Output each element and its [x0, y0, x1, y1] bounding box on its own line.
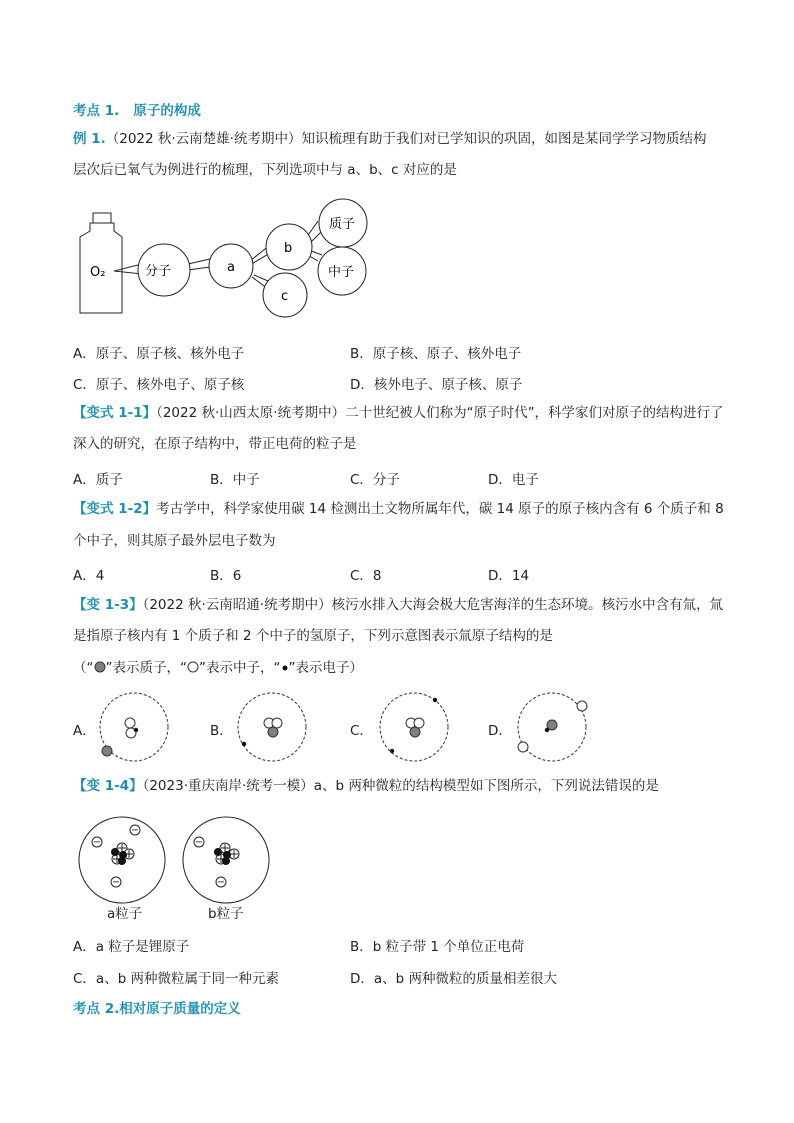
option-b[interactable]: B． — [210, 723, 233, 739]
option-c[interactable]: C． — [350, 723, 373, 739]
atom-diagram-c[interactable] — [374, 692, 454, 762]
option-c[interactable]: C．原子、核外电子、原子核 — [73, 377, 245, 393]
option-b[interactable]: B．中子 — [210, 472, 260, 488]
variant-1-4-line-1 — [73, 777, 659, 795]
option-d[interactable]: D． — [488, 723, 512, 739]
variant-tag: 【变 1-4】 — [73, 778, 143, 794]
variant-tag: 【变式 1-2】 — [73, 501, 157, 517]
option-d[interactable]: D．14 — [488, 568, 530, 584]
variant-text: （2022 秋·云南昭通·统考期中）核污水排入大海会极大危害海洋的生态环境。核污水中含有氚，氚 — [142, 597, 724, 613]
option-a[interactable]: A．4 — [73, 568, 105, 584]
particle-b-diagram — [181, 815, 271, 905]
legend-line: （“ ”表示质子，“ ”表示中子，“ ”表示电子） — [73, 660, 363, 676]
variant-text: 考古学中，科学家使用碳 14 检测出土文物所属年代，碳 14 原子的原子核内含有 6 个质子和 8 — [156, 501, 724, 517]
option-a[interactable]: A． — [73, 723, 96, 739]
variant-tag: 【变式 1-1】 — [73, 405, 157, 421]
option-b[interactable]: B．原子核、原子、核外电子 — [350, 346, 522, 362]
option-c[interactable]: C．a、b 两种微粒属于同一种元素 — [73, 971, 280, 987]
neutron-icon — [187, 661, 199, 673]
option-a[interactable]: A．质子 — [73, 472, 123, 488]
option-b[interactable]: B．6 — [210, 568, 242, 584]
variant-1-3-line-2: 是指原子核内有 1 个质子和 2 个中子的氢原子，下列示意图表示氚原子结构的是 — [73, 628, 553, 644]
label-b: b — [284, 241, 293, 256]
variant-text: （2022 秋·山西太原·统考期中）二十世纪被人们称为“原子时代”，科学家们对原子的结构进行了 — [156, 405, 724, 421]
option-b[interactable]: B．b 粒子带 1 个单位正电荷 — [350, 939, 525, 955]
option-d[interactable]: D．电子 — [488, 472, 539, 488]
proton-label: 质子 — [329, 217, 356, 232]
particle-a-diagram — [77, 815, 167, 905]
svg-text:−: − — [130, 825, 140, 836]
option-d[interactable]: D．a、b 两种微粒的质量相差很大 — [350, 971, 558, 987]
atom-diagram-d[interactable] — [512, 692, 592, 762]
section-heading-2: 考点 2.相对原子质量的定义 — [73, 1001, 241, 1017]
molecule-label: 分子 — [145, 264, 172, 279]
variant-1-1-line-1 — [73, 404, 724, 422]
label-a: a — [227, 260, 235, 275]
variant-1-3-line-1 — [73, 596, 723, 614]
question-1-line-1 — [73, 130, 706, 148]
atom-diagram-a[interactable] — [94, 692, 174, 762]
svg-text:−: − — [92, 837, 102, 848]
option-a[interactable]: A．原子、原子核、核外电子 — [73, 346, 245, 362]
section-title: 原子的构成 — [133, 103, 201, 119]
question-label: 例 1. — [73, 131, 106, 147]
section-heading-1 — [73, 99, 201, 119]
option-d[interactable]: D．核外电子、原子核、原子 — [350, 377, 523, 393]
svg-text:−: − — [111, 877, 121, 888]
option-a[interactable]: A．a 粒子是锂原子 — [73, 939, 190, 955]
label-c: c — [281, 289, 289, 304]
variant-1-1-line-2: 深入的研究，在原子结构中，带正电荷的粒子是 — [73, 436, 357, 452]
proton-icon — [94, 661, 106, 673]
variant-tag: 【变 1-3】 — [73, 597, 143, 613]
question-text: （2022 秋·云南楚雄·统考期中）知识梳理有助于我们对已学知识的巩固，如图是某同学学习物质结构 — [105, 131, 707, 147]
variant-text: （2023·重庆南岸·统考一模）a、b 两种微粒的结构模型如下图所示，下列说法错误的是 — [142, 778, 659, 794]
electron-icon — [281, 661, 289, 673]
caption-b: b粒子 — [208, 906, 244, 922]
svg-text:−: − — [216, 877, 226, 888]
matter-structure-diagram — [78, 195, 398, 335]
variant-1-2-line-1 — [73, 500, 724, 518]
variant-1-2-line-2: 个中子，则其原子最外层电子数为 — [73, 533, 276, 549]
option-c[interactable]: C．8 — [350, 568, 382, 584]
neutron-label: 中子 — [328, 265, 355, 280]
section-label: 考点 1. — [73, 103, 120, 119]
question-1-line-2: 层次后已氧气为例进行的梳理，下列选项中与 a、b、c 对应的是 — [73, 162, 457, 178]
atom-diagram-b[interactable] — [232, 692, 312, 762]
bottle-label: O₂ — [90, 265, 106, 280]
caption-a: a粒子 — [107, 906, 143, 922]
option-c[interactable]: C．分子 — [350, 472, 400, 488]
svg-text:−: − — [194, 837, 204, 848]
oxygen-bottle — [80, 213, 122, 313]
